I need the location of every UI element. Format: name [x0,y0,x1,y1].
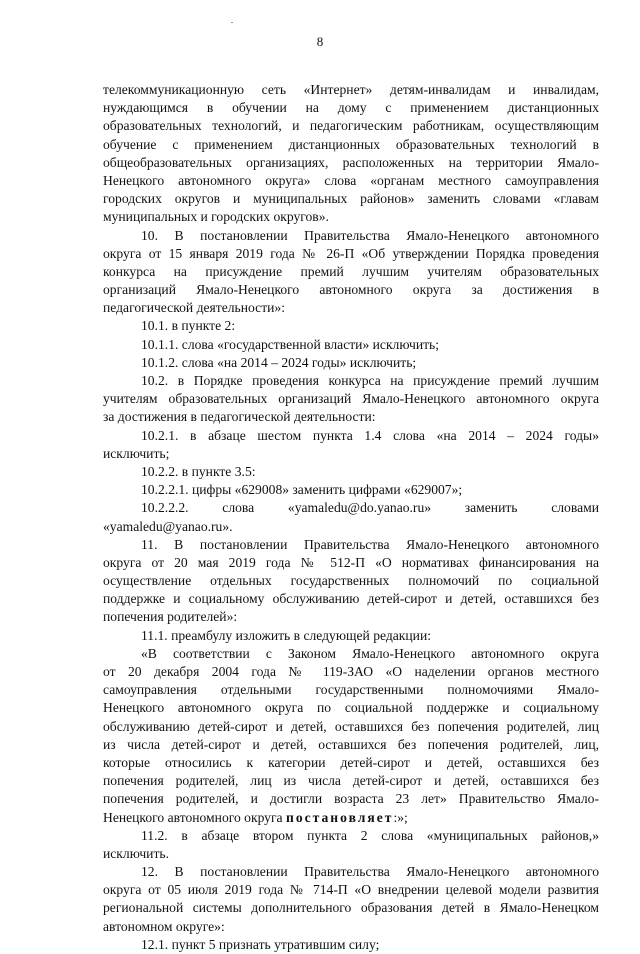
text-line-content: 10.2.2. в пункте 3.5: [141,463,256,479]
text-line-content: 10.2.2.2. слова «yamaledu@do.yanao.ru» заменить словами [141,500,599,516]
text-line [103,354,599,372]
text-line [103,317,599,335]
text-line-content: учителям образовательных организаций Ямало-Ненецкого автономного округа [103,391,599,407]
text-line [103,172,599,190]
text-line-content: за достижения в педагогической деятельности: [103,409,376,425]
page-number: 8 [316,34,324,49]
text-line [103,99,599,117]
text-line-content: самоуправления отдельными государственными полномочиями Ямало- [103,682,599,698]
text-line-content: общеобразовательных организациях, расположенных на территории Ямало- [103,154,599,170]
text-line [103,245,599,263]
text-line-content: исключить; [103,445,170,461]
text-line [103,572,599,590]
text-line [103,790,599,808]
text-line-content: 10.1.2. слова «на 2014 – 2024 годы» исключить; [141,354,417,370]
text-line [103,845,599,863]
text-line-content: поддержке и социальному обслуживанию детей-сирот и детей, оставшихся без [103,591,599,607]
text-line-content: исключить. [103,845,169,861]
text-line [103,536,599,554]
text-line-content: обслуживанию детей-сирот и детей, оставшихся без попечения родителей, лиц [103,718,599,734]
text-line-content: региональной системы дополнительного образования детей в Ямало-Ненецком [103,900,599,916]
text-line-content: 11.2. в абзаце втором пункта 2 слова «муниципальных районов,» [141,827,599,843]
text-line-content: осуществление отдельных государственных полномочий по социальной [103,573,599,589]
text-line-content: Ненецкого автономного округа» слова «органам местного самоуправления [103,172,599,188]
text-line-content: 10.2.1. в абзаце шестом пункта 1.4 слова «на 2014 – 2024 годы» [141,427,599,443]
text-line [103,408,599,426]
text-line [103,481,599,499]
text-line-content: попечения родителей, и достигли возраста 23 лет» Правительство Ямало- [103,791,599,807]
text-line [103,81,599,99]
text-line-content: 12.1. пункт 5 признать утратившим силу; [141,936,380,952]
text-line [103,881,599,899]
text-line-content: образовательных технологий, и педагогическим работникам, осуществляющим [103,118,599,134]
text-line [103,645,599,663]
text-line-content: организаций Ямало-Ненецкого автономного округа за достижения в [103,282,599,298]
text-line-content: 10.1.1. слова «государственной власти» исключить; [141,336,440,352]
text-line-content: 11.1. преамбулу изложить в следующей редакции: [141,627,431,643]
text-line-content: обучение с применением дистанционных образовательных технологий в [103,136,599,152]
text-line-content: 10.2. в Порядке проведения конкурса на присуждение премий лучшим [141,373,599,388]
text-line [103,445,599,463]
text-line [103,427,599,445]
text-line-content: попечения родителей»: [103,609,238,625]
text-line [103,336,599,354]
document-body [103,81,599,954]
text-line [103,627,599,645]
text-line-content: округа от 05 июля 2019 года № 714-П «О внедрении целевой модели развития [103,882,599,898]
text-line [103,227,599,245]
text-line [103,190,599,208]
text-line [103,663,599,681]
text-line [103,608,599,626]
text-line [103,117,599,135]
text-line [103,299,599,317]
text-line [103,899,599,917]
text-line [103,518,599,536]
text-line [103,736,599,754]
text-line [103,463,599,481]
text-line-content: «В соответствии с Законом Ямало-Ненецкого автономного округа [141,645,599,661]
text-line [103,390,599,408]
text-line-content: автономном округе»: [103,918,225,934]
text-line [103,208,599,226]
text-line-content: муниципальных и городских округов». [103,209,329,225]
text-line-content: от 20 декабря 2004 года № 119-ЗАО «О наделении органов местного [103,664,599,679]
text-line [103,936,599,954]
scan-speck [231,22,233,23]
text-line-content: округа от 15 января 2019 года № 26-П «Об утверждении Порядка проведения [103,245,599,261]
text-line [103,263,599,281]
text-line [103,718,599,736]
text-line-content: попечения родителей, лиц из числа детей-сирот и детей, оставшихся без [103,773,599,789]
text-line-content: «yamaledu@yanao.ru». [103,518,233,534]
emphasized-word: постановляет [286,809,394,825]
text-line [103,372,599,390]
text-line [103,772,599,790]
text-line [103,809,599,827]
text-line-content: 12. В постановлении Правительства Ямало-Ненецкого автономного [141,864,599,880]
text-line-content: городских округов и муниципальных районов» заменить словами «главам [103,191,599,207]
text-line [103,681,599,699]
text-line-content: которые относились к категории детей-сирот и детей, оставшихся без [103,754,599,770]
text-line-content: 10. В постановлении Правительства Ямало-Ненецкого автономного [141,227,599,243]
text-line-content: телекоммуникационную сеть «Интернет» детям-инвалидам и инвалидам, [103,82,599,97]
text-line [103,499,599,517]
text-line [103,590,599,608]
text-line-content: педагогической деятельности»: [103,300,285,316]
text-line-content: конкурса на присуждение премий лучшим учителям образовательных [103,263,599,279]
text-line-tail: :»; [393,809,408,825]
text-line-content: Ненецкого автономного округа [103,809,283,825]
text-line [103,554,599,572]
text-line [103,154,599,172]
text-line-content: 10.2.2.1. цифры «629008» заменить цифрами «629007»; [141,482,463,498]
text-line-content: 10.1. в пункте 2: [141,318,236,334]
text-line-content: из числа детей-сирот и детей, оставшихся без попечения родителей, лиц, [103,736,599,752]
text-line [103,827,599,845]
text-line-content: округа от 20 мая 2019 года № 512-П «О нормативах финансирования на [103,554,599,570]
text-line-content: Ненецкого автономного округа по социальной поддержке и социальному [103,700,599,716]
text-line [103,699,599,717]
text-line [103,754,599,772]
text-line-content: 11. В постановлении Правительства Ямало-Ненецкого автономного [141,536,599,552]
text-line [103,863,599,881]
text-line [103,281,599,299]
text-line [103,918,599,936]
text-line-content: нуждающимся в обучении на дому с применением дистанционных [103,100,599,116]
text-line [103,136,599,154]
